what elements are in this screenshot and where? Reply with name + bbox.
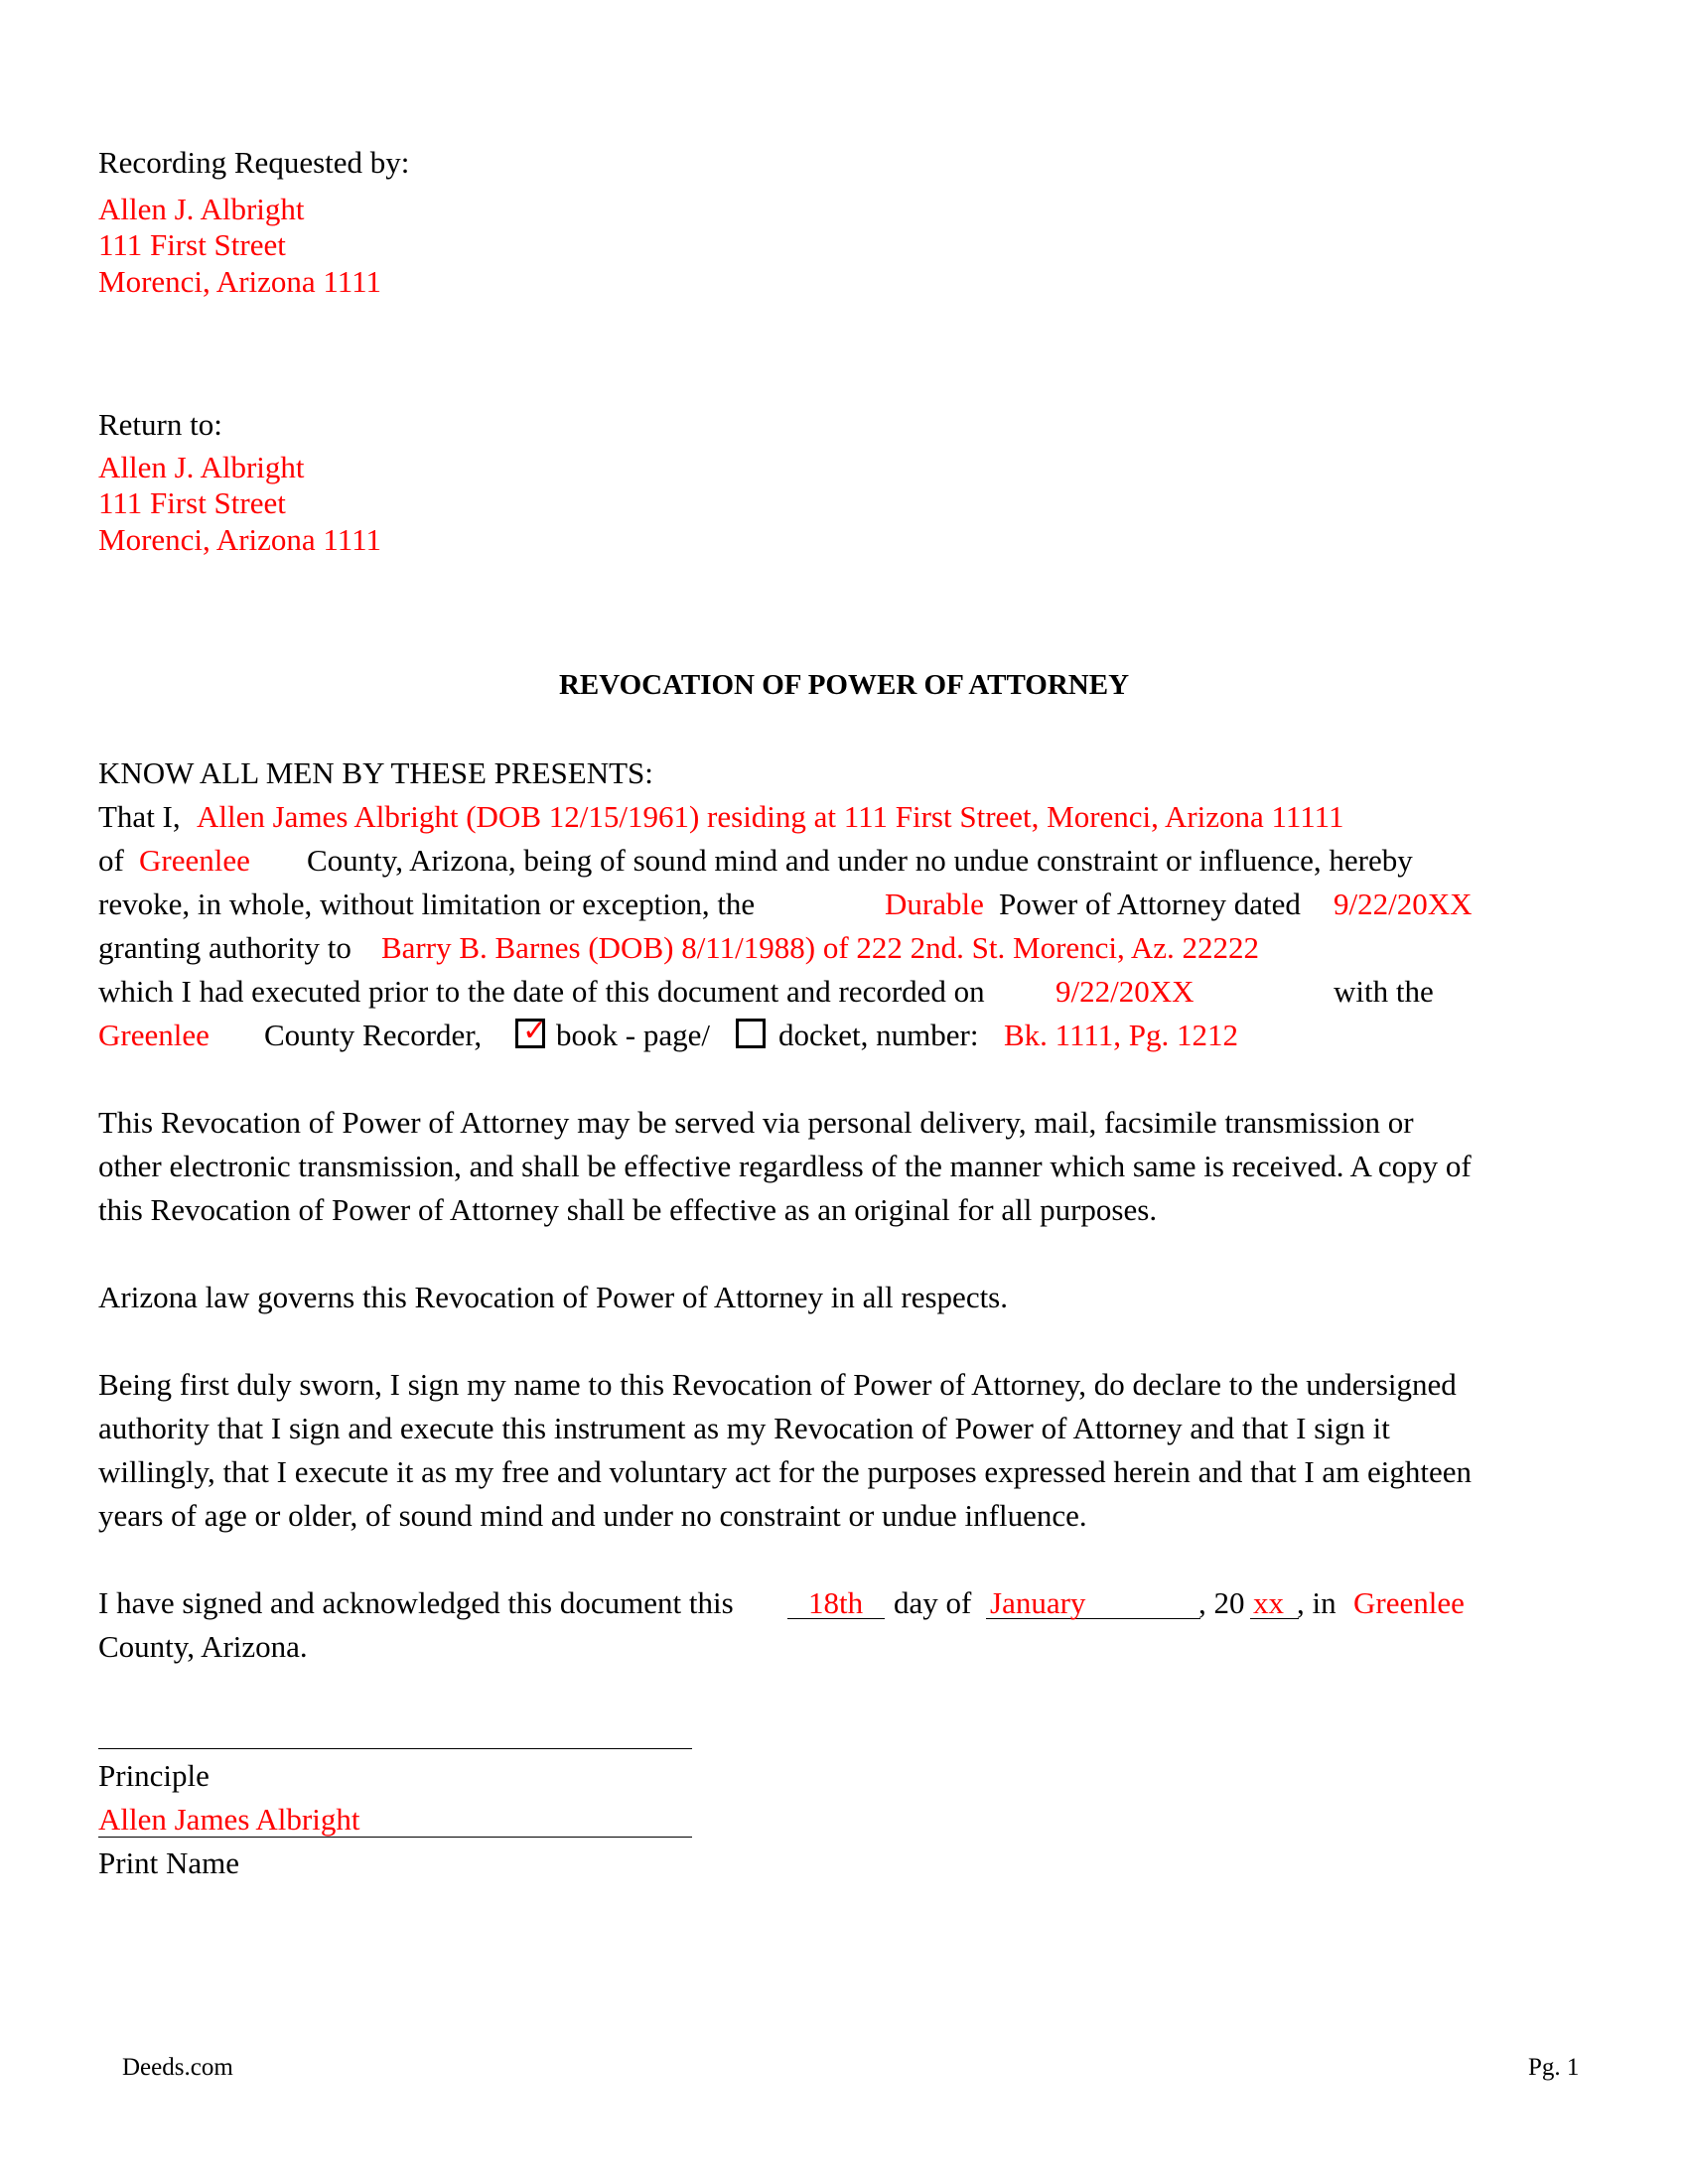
return-to-label: Return to: — [98, 407, 222, 442]
sworn-para-line3: willingly, that I execute it as my free and voluntary act for the purposes expressed herein and that I am eighteen — [98, 1454, 1473, 1489]
check-mark-icon: ✓ — [522, 1014, 548, 1048]
signature-line — [98, 1748, 692, 1749]
record-number: Bk. 1111, Pg. 1212 — [1004, 1018, 1238, 1052]
in-text: , in — [1297, 1585, 1336, 1620]
print-name-value: Allen James Albright — [98, 1802, 360, 1837]
day-value: 18th — [808, 1585, 864, 1620]
recording-name: Allen J. Albright — [98, 192, 305, 226]
with-the-text: with the — [1334, 974, 1434, 1009]
book-page-checkbox[interactable] — [515, 1014, 548, 1048]
year-prefix: , 20 — [1198, 1585, 1245, 1620]
year-value: xx — [1253, 1585, 1284, 1620]
recorder-county: Greenlee — [98, 1018, 210, 1052]
docket-checkbox[interactable] — [736, 1019, 766, 1048]
footer-page-number: Pg. 1 — [1528, 2054, 1580, 2081]
return-city: Morenci, Arizona 1111 — [98, 522, 381, 557]
county-recorder-text: County Recorder, — [264, 1018, 483, 1052]
service-para-line2: other electronic transmission, and shall be effective regardless of the manner which same is received. A copy of — [98, 1149, 1472, 1183]
footer-brand: Deeds.com — [122, 2054, 233, 2081]
agent-info: Barry B. Barnes (DOB) 8/11/1988) of 222 2nd. St. Morenci, Az. 22222 — [381, 930, 1259, 965]
return-street: 111 First Street — [98, 485, 286, 520]
intro-line: KNOW ALL MEN BY THESE PRESENTS: — [98, 755, 653, 790]
day-of-text: day of — [894, 1585, 972, 1620]
sworn-para-line2: authority that I sign and execute this instrument as my Revocation of Power of Attorney and that I sign it — [98, 1411, 1390, 1445]
executed-text: which I had executed prior to the date of this document and recorded on — [98, 974, 985, 1009]
governing-law-para: Arizona law governs this Revocation of Power of Attorney in all respects. — [98, 1280, 1008, 1314]
docket-label: docket, number: — [778, 1018, 979, 1052]
print-name-line — [98, 1837, 692, 1838]
service-para-line3: this Revocation of Power of Attorney shall be effective as an original for all purposes. — [98, 1192, 1158, 1227]
sworn-para-line4: years of age or older, of sound mind and under no constraint or undue influence. — [98, 1498, 1087, 1533]
return-name: Allen J. Albright — [98, 450, 305, 484]
principle-label: Principle — [98, 1758, 210, 1793]
book-page-label: book - page/ — [556, 1018, 710, 1052]
recording-street: 111 First Street — [98, 227, 286, 262]
poa-type: Durable — [885, 887, 984, 921]
signed-text: I have signed and acknowledged this document this — [98, 1585, 734, 1620]
recorded-date: 9/22/20XX — [1055, 974, 1195, 1009]
county-value: Greenlee — [139, 843, 250, 878]
line2-text: County, Arizona, being of sound mind and under no undue constraint or influence, hereby — [307, 843, 1413, 878]
principal-info: Allen James Albright (DOB 12/15/1961) residing at 111 First Street, Morenci, Arizona 11111 — [197, 799, 1344, 834]
poa-dated-text: Power of Attorney dated — [999, 887, 1301, 921]
of-label: of — [98, 843, 124, 878]
service-para-line1: This Revocation of Power of Attorney may be served via personal delivery, mail, facsimile transmission or — [98, 1105, 1414, 1140]
recording-city: Morenci, Arizona 1111 — [98, 264, 381, 299]
document-title: REVOCATION OF POWER OF ATTORNEY — [558, 669, 1130, 701]
that-i-label: That I, — [98, 799, 181, 834]
granting-text: granting authority to — [98, 930, 352, 965]
print-name-label: Print Name — [98, 1845, 240, 1880]
county-arizona-text: County, Arizona. — [98, 1629, 308, 1664]
month-value: January — [990, 1585, 1086, 1620]
sign-county: Greenlee — [1353, 1585, 1465, 1620]
poa-date: 9/22/20XX — [1334, 887, 1473, 921]
recording-requested-label: Recording Requested by: — [98, 145, 410, 180]
line3-text: revoke, in whole, without limitation or exception, the — [98, 887, 756, 921]
sworn-para-line1: Being first duly sworn, I sign my name to this Revocation of Power of Attorney, do declare to the undersigned — [98, 1367, 1457, 1402]
